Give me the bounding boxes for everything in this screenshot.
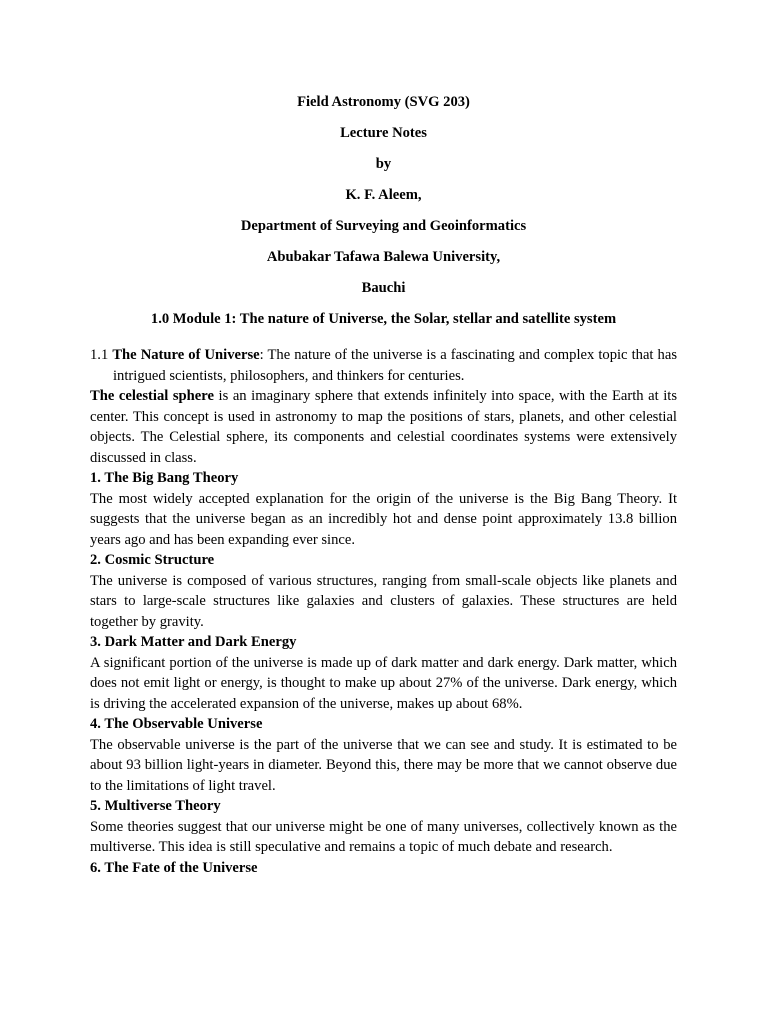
celestial-paragraph: [90, 386, 677, 468]
author-name: K. F. Aleem,: [345, 187, 422, 203]
celestial-term: The celestial sphere: [90, 388, 214, 404]
section-heading-fate: 6. The Fate of the Universe: [90, 859, 258, 876]
city-name: Bauchi: [361, 280, 406, 296]
section-text-multiverse: Some theories suggest that our universe might be one of many universes, collectively known as the multiverse. This idea is still speculative and remains a topic of much debate and research.: [90, 818, 677, 855]
section-heading-observable-universe: 4. The Observable Universe: [90, 716, 263, 732]
section-text-big-bang: The most widely accepted explanation for the origin of the universe is the Big Bang Theory. It suggests that the universe began as an incredibly hot and dense point approximately 13.8 billion years ago and has been expanding ever since.: [90, 490, 677, 548]
section-heading-multiverse: 5. Multiverse Theory: [90, 798, 221, 814]
section-text-dark-matter: A significant portion of the universe is made up of dark matter and dark energy. Dark matter, which does not emit light or energy, is thought to make up about 27% of the universe. Dark energy, which is driving the accelerated expansion of the universe, makes up about 68%.: [90, 654, 677, 712]
celestial-text: is an imaginary sphere that extends infinitely into space, with the Earth at its center. This concept is used in astronomy to map the positions of stars, planets, and other celestial objects. The Celestial sphere, its components and celestial coordinates systems were extensively discussed in class.: [90, 388, 677, 466]
document-type: Lecture Notes: [340, 125, 427, 141]
by-line: by: [375, 156, 392, 172]
section-text-cosmic-structure: The universe is composed of various structures, ranging from small-scale objects like planets and stars to large-scale structures like galaxies and clusters of galaxies. These structures are held together by gravity.: [90, 572, 677, 630]
course-title: Field Astronomy (SVG 203): [297, 94, 470, 110]
section-heading-big-bang: 1. The Big Bang Theory: [90, 470, 239, 486]
intro-number: 1.1: [90, 347, 113, 363]
module-title: 1.0 Module 1: The nature of Universe, the Solar, stellar and satellite system: [150, 311, 617, 327]
section-text-observable-universe: The observable universe is the part of the universe that we can see and study. It is estimated to be about 93 billion light-years in diameter. Beyond this, there may be more that we cannot observe due to the limitations of light travel.: [90, 736, 677, 794]
department-name: Department of Surveying and Geoinformatics: [240, 218, 527, 234]
university-name: Abubakar Tafawa Balewa University,: [266, 249, 501, 265]
intro-term: The Nature of Universe: [112, 347, 260, 363]
document-page: [90, 92, 677, 878]
intro-text: : The nature of the universe is a fascinating and complex topic that has intrigued scientists, philosophers, and thinkers for centuries.: [113, 347, 677, 384]
intro-paragraph: [90, 345, 677, 386]
section-heading-cosmic-structure: 2. Cosmic Structure: [90, 552, 215, 568]
section-heading-dark-matter: 3. Dark Matter and Dark Energy: [90, 634, 297, 650]
